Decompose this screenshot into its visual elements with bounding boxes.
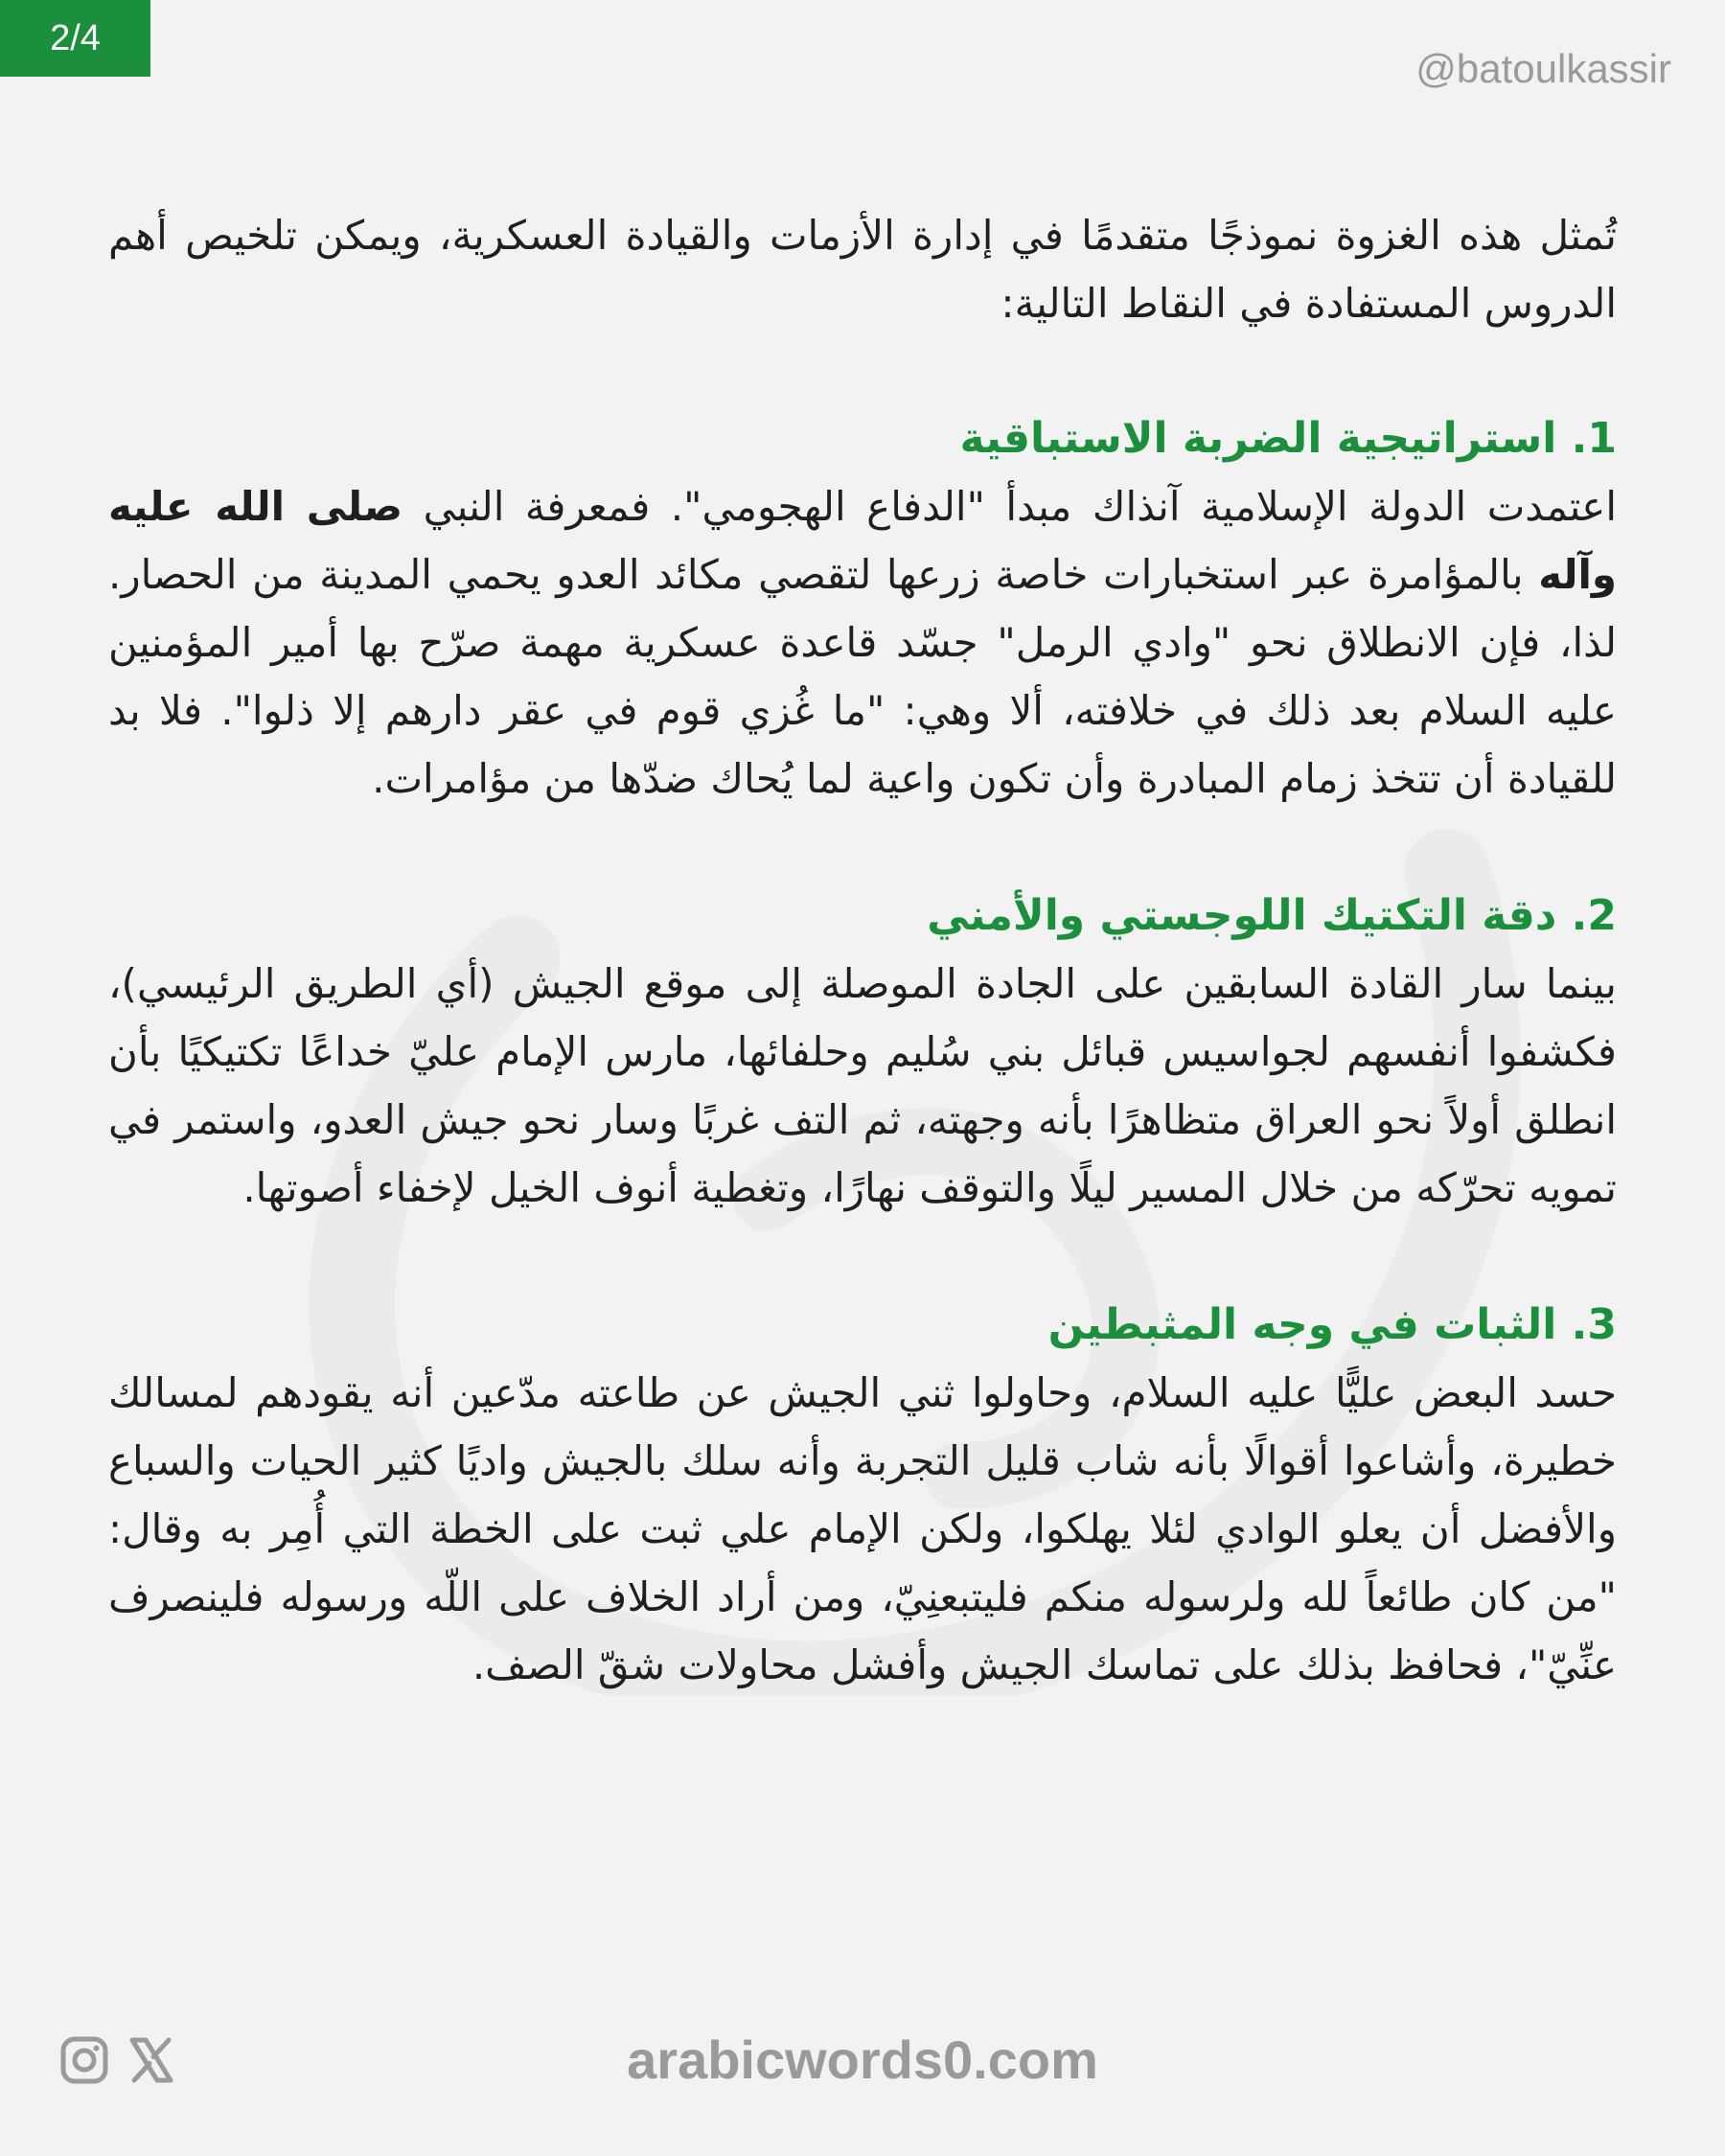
website-url[interactable]: arabicwords0.com: [627, 2030, 1098, 2090]
section-1-body-start: اعتمدت الدولة الإسلامية آنذاك مبدأ "الدفاع الهجومي". فمعرفة النبي: [402, 483, 1618, 530]
section-3-title: 3. الثبات في وجه المثبطين: [1047, 1300, 1617, 1349]
section-3: [108, 1291, 1617, 1699]
page-indicator: 2/4: [50, 18, 101, 58]
intro-paragraph: تُمثل هذه الغزوة نموذجًا متقدمًا في إدارة الأزمات والقيادة العسكرية، ويمكن تلخيص أهم الدروس المستفادة في النقاط التالية:: [108, 212, 1617, 327]
section-2-title: 2. دقة التكتيك اللوجستي والأمني: [927, 891, 1617, 940]
page-indicator-badge: [0, 0, 150, 77]
section-1-title: 1. استراتيجية الضربة الاستباقية: [959, 414, 1617, 463]
section-1-body-highlight: صلى الله عليه وآله: [108, 483, 1617, 598]
section-1: [108, 404, 1617, 813]
section-2-body: بينما سار القادة السابقين على الجادة الموصلة إلى موقع الجيش (أي الطريق الرئيسي)، فكشفوا أنفسهم لجواسيس قبائل بني سُليم وحلفائها، مارس الإمام عليّ خداعًا تكتيكيًا بأن انطلق أولاً نحو العراق متظاهرًا بأنه وجهته، ثم التف غربًا وسار نحو جيش العدو، واستمر في تمويه تحرّكه من خلال المسير ليلًا والتوقف نهارًا، وتغطية أنوف الخيل لإخفاء أصوتها.: [108, 960, 1617, 1211]
section-1-body-end: بالمؤامرة عبر استخبارات خاصة زرعها لتقصي مكائد العدو يحمي المدينة من الحصار. لذا، فإن الانطلاق نحو "وادي الرمل" جسّد قاعدة عسكرية مهمة صرّح بها أمير المؤمنين عليه السلام بعد ذلك في خلافته، ألا وهي: "ما غُزي قوم في عقر دارهم إلا ذلوا". فلا بد للقيادة أن تتخذ زمام المبادرة وأن تكون واعية لما يُحاك ضدّها من مؤامرات.: [108, 551, 1617, 802]
article-body: [108, 201, 1617, 1768]
author-handle: @batoulkassir: [1415, 46, 1671, 91]
section-1-body: [108, 472, 1617, 813]
section-3-body: حسد البعض عليًّا عليه السلام، وحاولوا ثني الجيش عن طاعته مدّعين أنه يقودهم لمسالك خطيرة، وأشاعوا أقوالًا بأنه شاب قليل التجربة وأنه سلك بالجيش واديًا كثير الحيات والسباع والأفضل أن يعلو الوادي لئلا يهلكوا، ولكن الإمام علي ثبت على الخطة التي أُمِر به وقال: "من كان طائعاً لله ولرسوله منكم فليتبعنِيّ، ومن أراد الخلاف على اللّه ورسوله فلينصرف عنِّيّ"، فحافظ بذلك على تماسك الجيش وأفشل محاولات شقّ الصف.: [108, 1369, 1617, 1688]
section-2: [108, 882, 1617, 1222]
